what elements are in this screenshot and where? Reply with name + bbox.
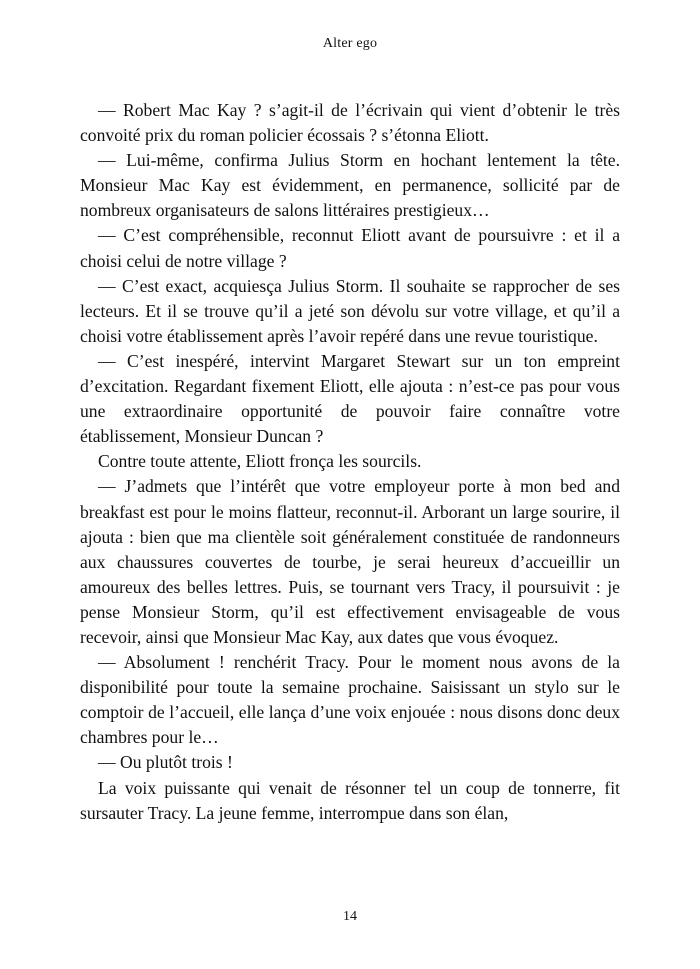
running-title: Alter ego: [322, 36, 378, 51]
paragraph: — C’est inespéré, intervint Margaret Stewart sur un ton empreint d’excitation. Regardant fixement Eliott, elle ajouta : n’est-ce pas pour vous une extraordinaire opportunité de pouvoir faire connaître votre établissement, Monsieur Duncan ?: [80, 350, 620, 447]
paragraph: — Absolument ! renchérit Tracy. Pour le moment nous avons de la disponibilité pour toute la semaine prochaine. Saisissant un stylo sur le comptoir de l’accueil, elle lança d’une voix enjouée : nous disons donc deux chambres pour le…: [80, 652, 620, 748]
paragraph: La voix puissante qui venait de résonner tel un coup de tonnerre, fit sursauter Tracy. La jeune femme, interrompue dans son élan,: [80, 777, 620, 823]
paragraph: Contre toute attente, Eliott fronça les sourcils.: [98, 451, 422, 472]
paragraph: — Ou plutôt trois !: [98, 752, 233, 773]
paragraph: — Lui-même, confirma Julius Storm en hochant lentement la tête. Monsieur Mac Kay est évidemment, en permanence, sollicité par de nombreux organisateurs de salons littéraires prestigieux…: [80, 150, 620, 221]
body-text: [80, 98, 620, 826]
paragraph: — Robert Mac Kay ? s’agit-il de l’écrivain qui vient d’obtenir le très convoité prix du roman policier écossais ? s’étonna Eliott.: [80, 100, 620, 146]
paragraph: — J’admets que l’intérêt que votre employeur porte à mon bed and breakfast est pour le moins flatteur, reconnut-il. Arborant un large sourire, il ajouta : bien que ma clientèle soit généralement constituée de randonneurs aux chaussures couvertes de tourbe, je serai heureux d’accueillir un amoureux des belles lettres. Puis, se tournant vers Tracy, il poursuivit : je pense Monsieur Storm, qu’il est effectivement envisageable de vous recevoir, ainsi que Monsieur Mac Kay, aux dates que vous évoquez.: [80, 476, 620, 647]
page-number: 14: [343, 909, 357, 924]
paragraph: — C’est compréhensible, reconnut Eliott avant de poursuivre : et il a choisi celui de notre village ?: [80, 225, 620, 271]
paragraph: — C’est exact, acquiesça Julius Storm. Il souhaite se rapprocher de ses lecteurs. Et il se trouve qu’il a jeté son dévolu sur votre village, et qu’il a choisi votre établissement après l’avoir repéré dans une revue touristique.: [80, 275, 620, 346]
